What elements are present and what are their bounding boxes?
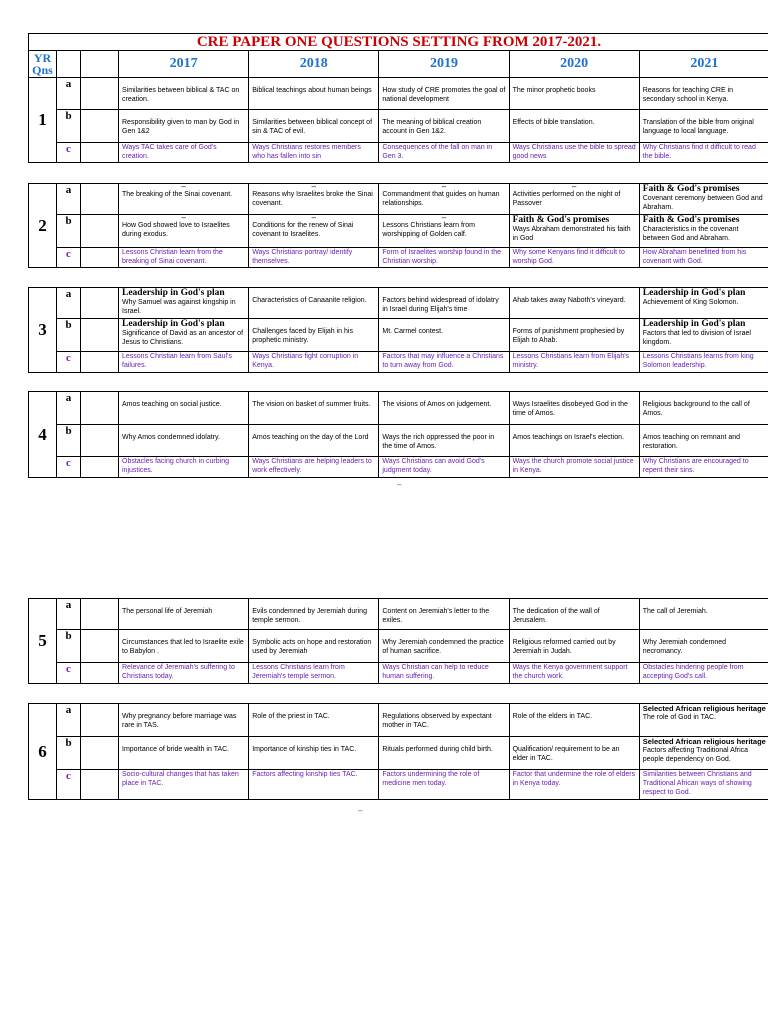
question-cell: Forms of punishment prophesied by Elijah to Ahab.: [509, 319, 639, 352]
question-cell: Faith & God's promises Ways Abraham demonstrated his faith in God: [509, 215, 639, 248]
part-label-a: a: [57, 392, 81, 425]
question-cell: The personal life of Jeremiah: [119, 599, 249, 630]
topic-heading: Leadership in God's plan: [642, 319, 746, 329]
question-cell: Circumstances that led to Israelite exile to Babylon .: [119, 630, 249, 663]
question-cell: Ways TAC takes care of God's creation.: [119, 143, 249, 163]
question-cell: Obstacles hindering people from accepting God's call.: [639, 663, 768, 684]
question-cell: Why Christians are encouraged to repent their sins.: [639, 457, 768, 478]
part-label-b: b: [57, 425, 81, 457]
question-cell: Relevance of Jeremiah's suffering to Christians today.: [119, 663, 249, 684]
question-cell: The dedication of the wall of Jerusalem.: [509, 599, 639, 630]
question-cell: – The breaking of the Sinai covenant.: [119, 184, 249, 215]
question-cell: Ways Christians are helping leaders to work effectively.: [249, 457, 379, 478]
question-cell: Lessons Christians learn from Elijah's ministry.: [509, 352, 639, 373]
question-cell: Why Amos condemned idolatry.: [119, 425, 249, 457]
question-cell: Factors that may influence a Christians to turn away from God.: [379, 352, 509, 373]
question-cell: Faith & God's promises Covenant ceremony between God and Abraham.: [639, 184, 768, 215]
question-cell: Symbolic acts on hope and restoration used by Jeremiah: [249, 630, 379, 663]
question-cell: Ways the Kenya government support the church work.: [509, 663, 639, 684]
part-label-a: a: [57, 288, 81, 319]
question-cell: Faith & God's promises Characteristics in the covenant between God and Abraham.: [639, 215, 768, 248]
questions-table-1: [28, 33, 768, 163]
question-cell: Reasons for teaching CRE in secondary school in Kenya.: [639, 78, 768, 110]
part-label-c: c: [57, 457, 81, 478]
question-cell: – Activities performed on the night of Passover: [509, 184, 639, 215]
question-cell: Regulations observed by expectant mother in TAC.: [379, 704, 509, 737]
question-cell: Lessons Christian learn from the breaking of Sinai covenant.: [119, 248, 249, 268]
year-header-2018: 2018: [249, 51, 379, 78]
question-cell: Amos teaching on social justice.: [119, 392, 249, 425]
question-number: 6: [29, 704, 57, 800]
question-cell: Why Jeremiah condemned the practice of human sacrifice.: [379, 630, 509, 663]
question-cell: Why Christians find it difficult to read the bible.: [639, 143, 768, 163]
question-cell: Ways Israelites disobeyed God in the time of Amos.: [509, 392, 639, 425]
part-label-c: c: [57, 143, 81, 163]
question-cell: The call of Jeremiah.: [639, 599, 768, 630]
part-label-a: a: [57, 78, 81, 110]
question-cell: Ahab takes away Naboth's vineyard.: [509, 288, 639, 319]
stray-mark: –: [358, 806, 363, 815]
question-cell: Ways the church promote social justice in Kenya.: [509, 457, 639, 478]
part-label-b: b: [57, 319, 81, 352]
dash-mark: –: [311, 183, 316, 191]
year-header-2019: 2019: [379, 51, 509, 78]
question-cell: Obstacles facing church in curbing injustices.: [119, 457, 249, 478]
question-cell: Factors undermining the role of medicine men today.: [379, 770, 509, 800]
question-cell: Responsibility given to man by God in Gen 1&2: [119, 110, 249, 143]
questions-table-5: [28, 598, 768, 684]
document-title: CRE PAPER ONE QUESTIONS SETTING FROM 2017-2021.: [29, 34, 768, 51]
question-cell: The minor prophetic books: [509, 78, 639, 110]
question-cell: Religious reformed carried out by Jeremiah in Judah.: [509, 630, 639, 663]
question-cell: How study of CRE promotes the goal of national development: [379, 78, 509, 110]
stray-mark: –: [397, 480, 402, 489]
question-cell: Socio-cultural changes that has taken place in TAC.: [119, 770, 249, 800]
question-cell: Ways Christians portray/ identify themselves.: [249, 248, 379, 268]
part-label-b: b: [57, 737, 81, 770]
questions-table-3: [28, 287, 768, 373]
question-cell: – Conditions for the renew of Sinai covenant to Israelites.: [249, 215, 379, 248]
question-cell: Importance of bride wealth in TAC.: [119, 737, 249, 770]
question-cell: Characteristics of Canaanite religion.: [249, 288, 379, 319]
question-cell: Factors behind widespread of idolatry in Israel during Elijah's time: [379, 288, 509, 319]
question-cell: – Reasons why Israelites broke the Sinai covenant.: [249, 184, 379, 215]
topic-heading: Leadership in God's plan: [122, 319, 225, 329]
questions-table-6: [28, 703, 768, 800]
question-cell: Similarities between biblical concept of sin & TAC of evil.: [249, 110, 379, 143]
part-label-b: b: [57, 630, 81, 663]
question-cell: Ways Christians restores members who has fallen into sin: [249, 143, 379, 163]
question-cell: Lessons Christians learn from Jeremiah's temple sermon.: [249, 663, 379, 684]
question-cell: The vision on basket of summer fruits.: [249, 392, 379, 425]
topic-heading: Selected African religious heritage: [642, 737, 766, 746]
question-cell: Factors affecting kinship ties TAC.: [249, 770, 379, 800]
dash-mark: –: [441, 183, 447, 191]
questions-table-4: [28, 391, 768, 478]
question-cell: Similarities between Christians and Traditional African ways of showing respect to God.: [639, 770, 768, 800]
dash-mark: –: [181, 183, 186, 191]
topic-heading: Leadership in God's plan: [122, 288, 225, 298]
part-label-a: a: [57, 599, 81, 630]
year-header-2020: 2020: [509, 51, 639, 78]
question-cell: Translation of the bible from original language to local language.: [639, 110, 768, 143]
part-label-c: c: [57, 248, 81, 268]
question-cell: Why some Kenyans find it difficult to worship God.: [509, 248, 639, 268]
question-cell: Form of Israelites worship found in the Christian worship.: [379, 248, 509, 268]
question-cell: Leadership in God's plan Why Samuel was against kingship in Israel.: [119, 288, 249, 319]
question-cell: Similarities between biblical & TAC on creation.: [119, 78, 249, 110]
question-cell: Ways Christians can avoid God's judgment today.: [379, 457, 509, 478]
question-cell: Selected African religious heritage The role of God in TAC.: [639, 704, 768, 737]
question-cell: The visions of Amos on judgement.: [379, 392, 509, 425]
topic-heading: Leadership in God's plan: [642, 288, 746, 298]
question-cell: Consequences of the fall on man in Gen 3.: [379, 143, 509, 163]
part-label-c: c: [57, 663, 81, 684]
question-cell: Ways the rich oppressed the poor in the time of Amos.: [379, 425, 509, 457]
question-cell: Lessons Christians learns from king Solomon leadership.: [639, 352, 768, 373]
question-cell: Mt. Carmel contest.: [379, 319, 509, 352]
questions-table-2: [28, 183, 768, 268]
corner-label: YR Qns: [29, 51, 57, 78]
question-cell: Qualification/ requirement to be an elder in TAC.: [509, 737, 639, 770]
question-cell: Effects of bible translation.: [509, 110, 639, 143]
question-cell: – Lessons Christians learn from worshipping of Golden calf.: [379, 215, 509, 248]
topic-heading: Faith & God's promises: [642, 184, 740, 194]
question-cell: – How God showed love to Israelites during exodus.: [119, 215, 249, 248]
question-cell: Factor that undermine the role of elders in Kenya today.: [509, 770, 639, 800]
question-number: 1: [29, 78, 57, 163]
question-number: 4: [29, 392, 57, 478]
question-cell: Ways Christian can help to reduce human suffering.: [379, 663, 509, 684]
question-number: 5: [29, 599, 57, 684]
question-cell: The meaning of biblical creation account in Gen 1&2.: [379, 110, 509, 143]
question-cell: Content on Jeremiah's letter to the exiles.: [379, 599, 509, 630]
part-label-a: a: [57, 704, 81, 737]
year-header-2021: 2021: [639, 51, 768, 78]
question-number: 2: [29, 184, 57, 268]
dash-mark: –: [441, 214, 447, 222]
question-cell: Religious background to the call of Amos.: [639, 392, 768, 425]
question-cell: How Abraham benefitted from his covenant with God.: [639, 248, 768, 268]
part-label-c: c: [57, 352, 81, 373]
part-label-c: c: [57, 770, 81, 800]
dash-mark: –: [181, 214, 186, 222]
part-label-b: b: [57, 110, 81, 143]
question-cell: Ways Christians fight corruption in Kenya.: [249, 352, 379, 373]
question-cell: Leadership in God's plan Achievement of King Solomon.: [639, 288, 768, 319]
question-cell: Rituals performed during child birth.: [379, 737, 509, 770]
question-cell: Why pregnancy before marriage was rare in TAS.: [119, 704, 249, 737]
question-cell: Amos teaching on the day of the Lord: [249, 425, 379, 457]
question-cell: – Commandment that guides on human relationships.: [379, 184, 509, 215]
question-cell: Role of the elders in TAC.: [509, 704, 639, 737]
part-label-a: a: [57, 184, 81, 215]
question-cell: Importance of kinship ties in TAC.: [249, 737, 379, 770]
question-cell: Lessons Christian learn from Saul's failures.: [119, 352, 249, 373]
topic-heading: Selected African religious heritage: [642, 704, 766, 713]
part-label-b: b: [57, 215, 81, 248]
question-number: 3: [29, 288, 57, 373]
question-cell: Evils condemned by Jeremiah during temple sermon.: [249, 599, 379, 630]
question-cell: Why Jeremiah condemned necromancy.: [639, 630, 768, 663]
question-cell: Leadership in God's plan Significance of David as an ancestor of Jesus to Christians.: [119, 319, 249, 352]
question-cell: Selected African religious heritage Factors affecting Traditional Africa people dependency on God.: [639, 737, 768, 770]
topic-heading: Faith & God's promises: [642, 215, 740, 225]
dash-mark: –: [571, 183, 577, 191]
question-cell: Amos teaching on remnant and restoration.: [639, 425, 768, 457]
question-cell: Biblical teachings about human beings: [249, 78, 379, 110]
question-cell: Challenges faced by Elijah in his prophetic ministry.: [249, 319, 379, 352]
question-cell: Role of the priest in TAC.: [249, 704, 379, 737]
topic-heading: Faith & God's promises: [512, 215, 610, 225]
question-cell: Amos teachings on Israel's election.: [509, 425, 639, 457]
dash-mark: –: [311, 214, 316, 222]
question-cell: Ways Christians use the bible to spread good news: [509, 143, 639, 163]
question-cell: Leadership in God's plan Factors that led to division of Israel kingdom.: [639, 319, 768, 352]
year-header-2017: 2017: [119, 51, 249, 78]
